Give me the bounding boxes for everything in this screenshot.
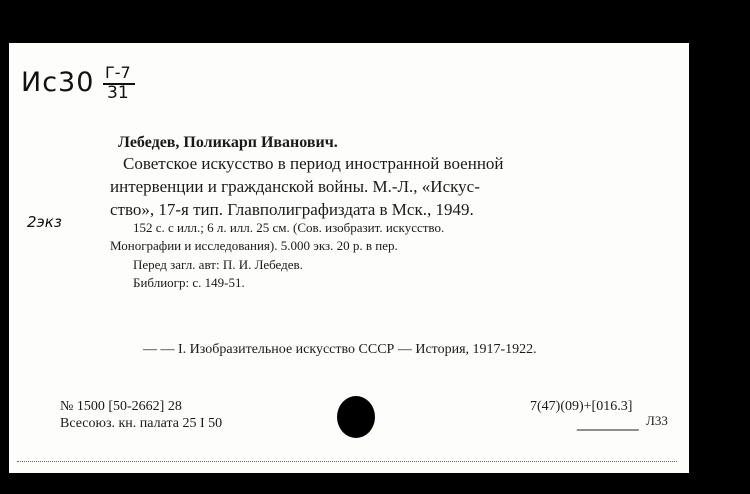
subject-heading: — — I. Изобразительное искусство СССР — История, 1917-1922.: [143, 342, 537, 357]
note-author: Перед загл. авт: П. И. Лебедев.: [133, 257, 303, 272]
note-bibliography: Библиогр: с. 149-51.: [133, 275, 245, 290]
title-line-3: ство», 17-я тип. Главполиграфиздата в Мск., 1949.: [110, 200, 474, 219]
catalog-card: [9, 43, 689, 473]
classification-code: 7(47)(09)+[016.3]: [530, 399, 633, 414]
title-line-2: интервенции и гражданской войны. М.-Л., «Искус-: [110, 177, 480, 196]
physical-description-line-2: Монографии и исследования). 5.000 экз. 20 р. в пер.: [110, 238, 398, 253]
shelfmark-handwritten: Ис30: [21, 67, 95, 98]
margin-note-handwritten: 2экз: [27, 213, 62, 231]
bottom-dotted-rule: [17, 461, 677, 462]
shelfmark-fraction-bottom: 31: [107, 83, 129, 103]
author-heading: Лебедев, Поликарп Иванович.: [118, 134, 338, 151]
cutter-code: Л33: [646, 413, 668, 428]
title-line-1: Советское искусство в период иностранной военной: [123, 154, 504, 173]
publisher-line: Всесоюз. кн. палата 25 I 50: [60, 416, 223, 431]
card-number: № 1500 [50-2662] 28: [60, 399, 182, 414]
physical-description-line-1: 152 с. с илл.; 6 л. илл. 25 см. (Сов. изобразит. искусство.: [133, 220, 445, 235]
punch-hole: [337, 396, 375, 438]
shelfmark-fraction-top: Г-7: [105, 63, 131, 82]
stamp-marks: [576, 417, 643, 431]
